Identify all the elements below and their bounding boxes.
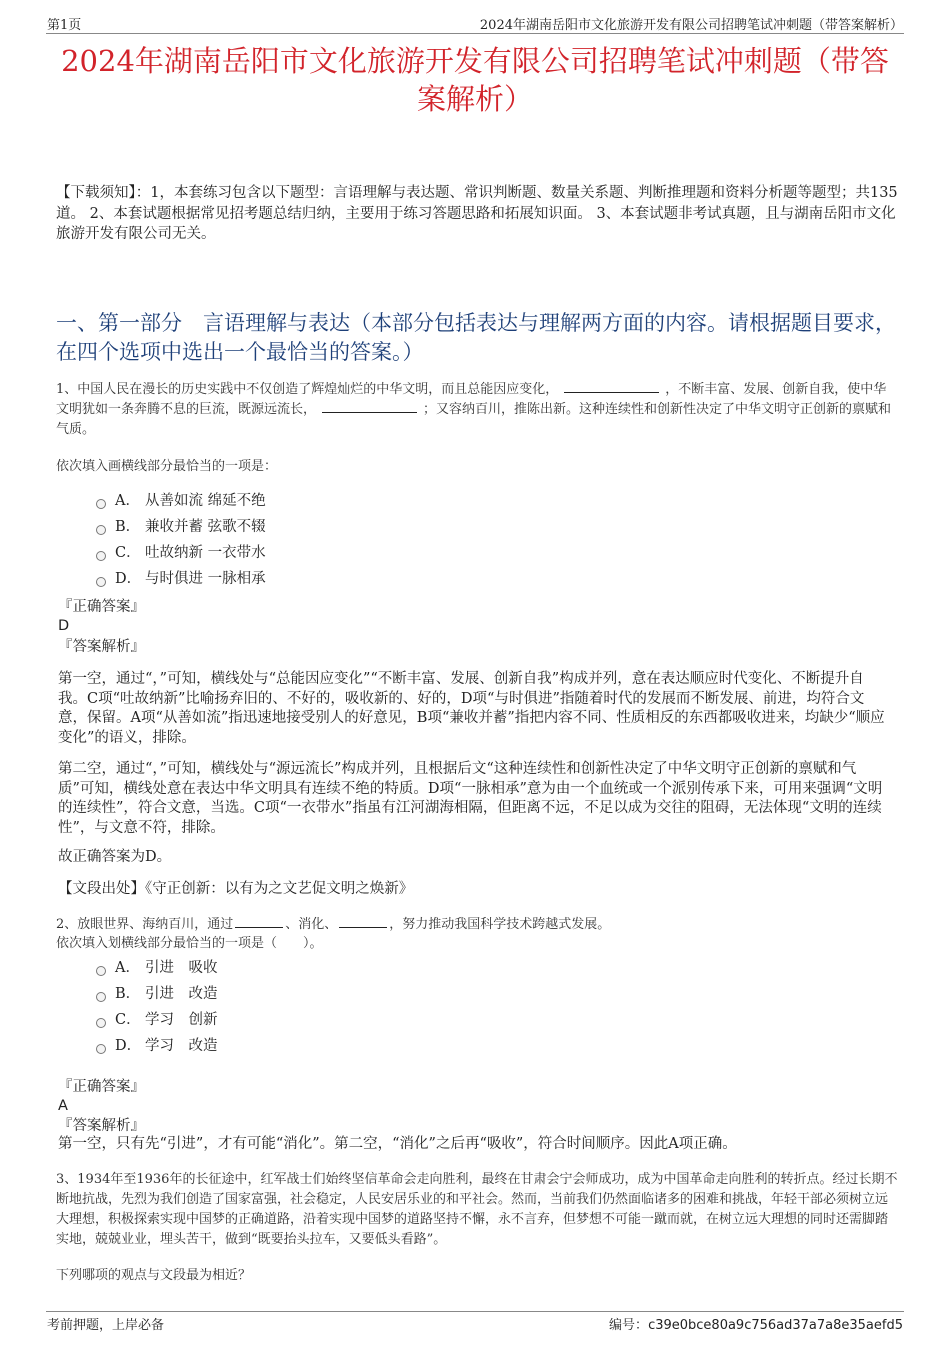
- q1-correct-answer-label: 『正确答案』: [58, 599, 145, 615]
- q1-analysis-paragraph-1: 第一空，通过“，”可知，横线处与“总能因应变化”“不断丰富、发展、创新自我”构成并列，意在表达顺应时代变化、不断提升自我。C项“吐故纳新”比喻扬弃旧的、不好的，吸收新的、好的，D项“与时俱进”指随着时代的发展而不断发展、前进，均符合文意，保留。A项“从善如流”指迅速地接受别人的好意见，B项“兼收并蓄”指把内容不同、性质相反的东西都吸收进来，均缺少“顺应变化”的语义，排除。: [58, 671, 885, 746]
- question-3-stem: 3、1934年至1936年的长征途中，红军战士们始终坚信革命会走向胜利，最终在甘肃会宁会师成功，成为中国革命走向胜利的转折点。经过长期不断地抗战，先烈为我们创造了国家富强，社会稳定，人民安居乐业的和平社会。然而，当前我们仍然面临诸多的困难和挑战，年轻干部必须树立远大理想，积极探索实现中国梦的正确道路，沿着实现中国梦的道路坚持不懈，永不言弃，但梦想不可能一蹴而就，在树立远大理想的同时还需脚踏实地，兢兢业业，埋头苦干，做到“既要抬头拉车，又要低头看路”。: [56, 1172, 898, 1247]
- radio-icon[interactable]: [96, 992, 106, 1002]
- option-letter: A．: [115, 960, 140, 976]
- footer-code-value: c39e0bce80a9c756ad37a7a8e35aefd5: [648, 1318, 903, 1333]
- option-letter: D．: [115, 571, 142, 587]
- option-text: 与时俱进 一脉相承: [145, 571, 266, 587]
- option-text: 引进 改造: [145, 986, 218, 1002]
- q1-analysis-paragraph-2: 第二空，通过“，”可知，横线处与“源远流长”构成并列，且根据后文“这种连续性和创新性决定了中华文明守正创新的禀赋和气质”可知，横线处意在表达中华文明具有连续不绝的特质。D项“一脉相承”意为由一个血统或一个派别传承下来，可用来强调“文明的连续性”，符合文意，当选。C项“一衣带水”指虽有江河湖海相隔，但距离不远，不足以成为交往的阻碍，无法体现“文明的连续性”，与文意不符，排除。: [58, 761, 883, 836]
- page-number: 第1页: [47, 18, 82, 33]
- option-text: 学习 创新: [145, 1012, 218, 1028]
- q2-stem-a: 2、放眼世界、海纳百川，通过: [56, 917, 234, 932]
- option-letter: D．: [115, 1038, 142, 1054]
- q2-blank-2: [339, 915, 387, 928]
- document-title: 2024年湖南岳阳市文化旅游开发有限公司招聘笔试冲刺题（带答案解析）: [61, 44, 889, 116]
- q2-option-b[interactable]: [96, 983, 218, 1005]
- option-letter: A．: [115, 493, 140, 509]
- q1-stem-part2: ，不断丰富、发展、创新自我，使中华文明犹如一条奔腾不息的巨流，既源远流长，: [56, 382, 887, 417]
- radio-icon[interactable]: [96, 1018, 106, 1028]
- question-2-prompt: 依次填入划横线部分最恰当的一项是（ ）。: [56, 936, 323, 951]
- running-title: 2024年湖南岳阳市文化旅游开发有限公司招聘笔试冲刺题（带答案解析）: [479, 18, 903, 33]
- question-1-stem: [56, 380, 896, 440]
- q1-option-d[interactable]: [96, 568, 266, 590]
- q2-analysis: 第一空，只有先“引进”，才有可能“消化”。第二空，“消化”之后再“吸收”，符合时间顺序。因此A项正确。: [58, 1136, 737, 1152]
- option-text: 从善如流 绵延不绝: [145, 493, 266, 509]
- q1-source: 【文段出处】《守正创新：以有为之文艺促文明之焕新》: [58, 881, 414, 897]
- q1-stem-part1: 1、中国人民在漫长的历史实践中不仅创造了辉煌灿烂的中华文明，而且总能因应变化，: [56, 382, 559, 397]
- q1-stem-part3: ；又容纳百川，推陈出新。这种连续性和创新性决定了中华文明守正创新的禀赋和气质。: [56, 402, 892, 437]
- option-text: 吐故纳新 一衣带水: [145, 545, 266, 561]
- radio-icon[interactable]: [96, 525, 106, 535]
- q2-option-a[interactable]: [96, 957, 218, 979]
- q2-option-c[interactable]: [96, 1009, 218, 1031]
- footer-divider: [46, 1311, 904, 1312]
- option-text: 学习 改造: [145, 1038, 218, 1054]
- option-letter: B．: [115, 519, 141, 535]
- q1-option-a[interactable]: [96, 490, 266, 512]
- q1-option-b[interactable]: [96, 516, 266, 538]
- option-letter: C．: [115, 1012, 141, 1028]
- q2-stem-b: 、消化、: [285, 917, 338, 932]
- q2-option-d[interactable]: [96, 1035, 218, 1057]
- q1-answer: D: [58, 618, 70, 634]
- question-3-prompt: 下列哪项的观点与文段最为相近？: [56, 1268, 252, 1283]
- footer-code: [609, 1314, 903, 1333]
- q1-blank-2: [322, 400, 417, 413]
- download-notice: 【下载须知】：1，本套练习包含以下题型：言语理解与表达题、常识判断题、数量关系题、判断推理题和资料分析题等题型；共135道。 2、本套试题根据常见招考题总结归纳，主要用于练习答题思路和拓展知识面。 3、本套试题非考试真题，且与湖南岳阳市文化旅游开发有限公司无关。: [56, 185, 898, 242]
- q2-stem-c: ，努力推动我国科学技术跨越式发展。: [389, 917, 611, 932]
- radio-icon[interactable]: [96, 499, 106, 509]
- option-letter: B．: [115, 986, 141, 1002]
- q1-conclusion: 故正确答案为D。: [58, 849, 172, 865]
- footer-code-label: 编号：: [609, 1318, 649, 1333]
- q2-correct-answer-label: 『正确答案』: [58, 1079, 145, 1095]
- section-heading: 一、第一部分 言语理解与表达（本部分包括表达与理解两方面的内容。请根据题目要求，在四个选项中选出一个最恰当的答案。）: [56, 311, 896, 364]
- option-text: 兼收并蓄 弦歌不辍: [145, 519, 266, 535]
- option-letter: C．: [115, 545, 141, 561]
- radio-icon[interactable]: [96, 966, 106, 976]
- q2-analysis-label: 『答案解析』: [58, 1118, 145, 1134]
- footer-slogan: 考前押题，上岸必备: [47, 1318, 165, 1333]
- option-text: 引进 吸收: [145, 960, 218, 976]
- q1-option-c[interactable]: [96, 542, 266, 564]
- header-divider: [46, 33, 904, 34]
- q1-blank-1: [564, 380, 659, 393]
- radio-icon[interactable]: [96, 551, 106, 561]
- q1-analysis-label: 『答案解析』: [58, 639, 145, 655]
- question-1-prompt: 依次填入画横线部分最恰当的一项是：: [56, 459, 278, 474]
- q2-blank-1: [235, 915, 283, 928]
- q2-answer: A: [58, 1098, 68, 1114]
- question-2-stem: [56, 915, 610, 935]
- radio-icon[interactable]: [96, 577, 106, 587]
- radio-icon[interactable]: [96, 1044, 106, 1054]
